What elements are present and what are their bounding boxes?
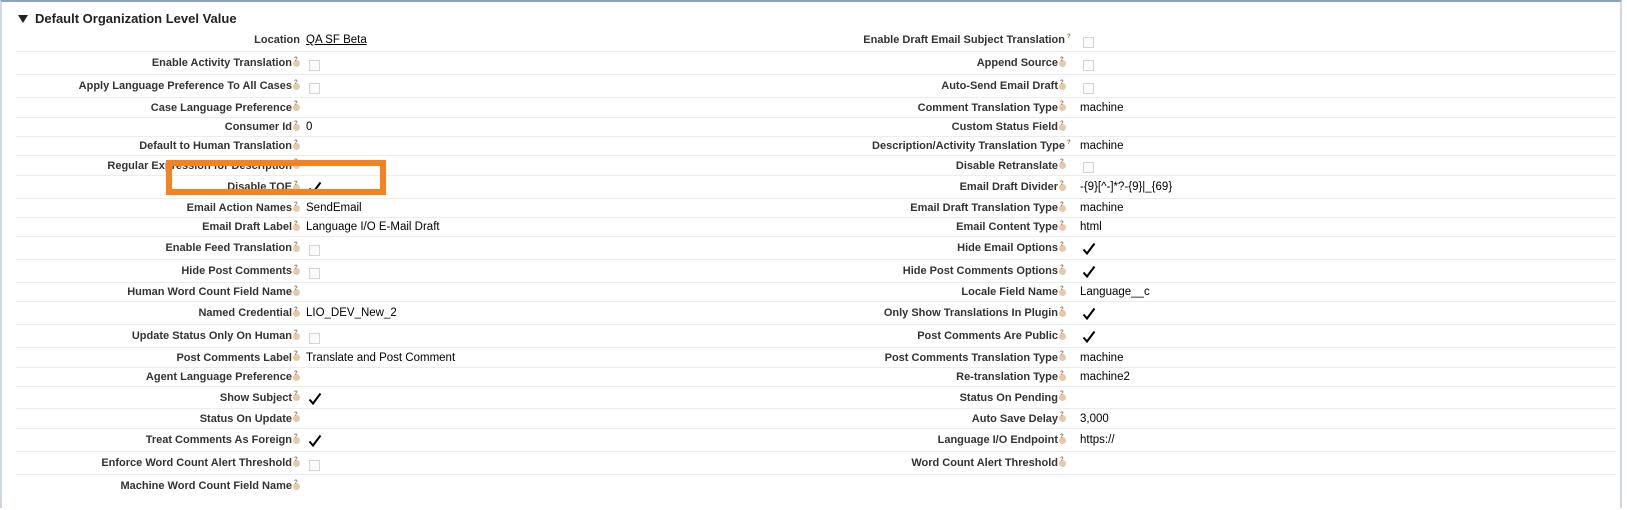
field-value-email-content-type [1080,218,1610,236]
help-icon[interactable] [293,60,300,67]
help-icon[interactable] [293,124,300,131]
field-label-disable-retranslate [876,156,1066,175]
field-label-enable-draft-email-subject-translation [863,29,1066,51]
table-row [16,452,1616,475]
field-label-agent-language-preference [16,368,300,386]
help-icon[interactable] [1059,289,1066,296]
label-text: Agent Language Preference [145,371,292,383]
table-row [16,237,1616,260]
field-label-post-comments-are-public [876,325,1066,347]
label-text: Locale Field Name [961,286,1058,298]
table-row [16,156,1616,176]
field-value-auto-save-delay [1080,409,1610,428]
label-text: Hide Post Comments [181,265,292,277]
checkmark-icon [308,181,322,195]
field-label-auto-send-email-draft [876,75,1066,97]
table-row [16,176,1616,199]
help-icon[interactable] [293,83,300,90]
field-label-enable-feed-translation [16,237,300,259]
checkmark-icon [1082,265,1096,279]
field-value-machine-word-count-field-name [306,475,866,497]
label-text: Email Draft Label [202,221,292,233]
value-text: SendEmail [306,202,362,214]
field-label-email-content-type [876,218,1066,236]
help-icon[interactable] [293,289,300,296]
table-row [16,429,1616,452]
help-icon[interactable] [1059,205,1066,212]
field-value-enable-activity-translation [306,52,866,74]
field-value-auto-send-email-draft [1080,75,1610,97]
label-text: Enforce Word Count Alert Threshold [101,457,292,469]
field-label-post-comments-translation-type [876,348,1066,367]
field-label-auto-save-delay [876,409,1066,428]
label-text: Post Comments Label [176,351,292,364]
label-text: Comment Translation Type [917,101,1058,114]
help-icon[interactable] [1059,104,1066,111]
table-row [16,302,1616,325]
field-value-email-action-names [306,199,866,217]
label-text: Post Comments Are Public [917,330,1058,342]
field-label-location [16,29,300,51]
label-text: Enable Draft Email Subject Translation [863,34,1065,46]
field-value-status-on-update [306,409,866,428]
field-label-status-on-pending [876,387,1066,408]
field-label-status-on-update [16,409,300,428]
field-label-append-source [876,52,1066,74]
label-text: Post Comments Translation Type [884,351,1058,364]
field-label-treat-comments-as-foreign [16,429,300,451]
table-row [16,199,1616,218]
table-row [16,283,1616,302]
help-icon[interactable] [1059,268,1066,275]
field-label-apply-language-preference-to-all-cases [16,75,300,97]
checkmark-icon [308,392,322,406]
field-label-custom-status-field [876,118,1066,136]
help-icon[interactable] [293,143,300,150]
field-label-hide-post-comments-options [876,260,1066,282]
table-row [16,387,1616,409]
table-row [16,409,1616,429]
field-value-enforce-word-count-alert-threshold [306,452,866,474]
help-icon[interactable] [293,104,300,111]
help-icon[interactable] [1059,83,1066,90]
table-row [16,98,1616,118]
field-value-apply-language-preference-to-all-cases [306,75,866,97]
unchecked-checkbox [1083,162,1094,173]
field-label-enable-activity-translation [16,52,300,74]
value-text: 3,000 [1080,412,1109,425]
label-text: Human Word Count Field Name [127,286,292,298]
help-icon[interactable] [293,460,300,467]
help-icon[interactable] [1059,224,1066,231]
label-text: Append Source [976,57,1058,69]
field-value-regular-expression-for-description [306,156,866,175]
label-text: Consumer Id [224,121,292,133]
label-text: Re-translation Type [956,371,1058,383]
label-text: Email Action Names [186,202,292,214]
checkmark-icon [1082,242,1096,256]
value-text: html [1080,221,1102,233]
unchecked-checkbox [309,245,320,256]
help-icon[interactable] [293,184,300,191]
label-text: Case Language Preference [150,101,292,114]
value-text: -{9}[^-]*?-{9}|_{69} [1080,181,1173,193]
field-value-email-draft-label [306,218,866,236]
field-value-disable-retranslate [1080,156,1610,175]
table-row [16,118,1616,137]
help-icon[interactable] [293,245,300,252]
triangle-down-icon[interactable] [18,15,28,23]
help-icon[interactable] [1059,374,1066,381]
help-icon[interactable] [293,354,300,361]
label-text: Email Draft Translation Type [910,202,1058,214]
field-value-custom-status-field [1080,118,1610,136]
label-text: Disable TQE [227,181,292,193]
field-value-show-subject [306,387,866,408]
field-value-named-credential [306,302,866,324]
table-row [16,348,1616,368]
table-row [16,260,1616,283]
field-label-case-language-preference [16,98,300,117]
label-text: Word Count Alert Threshold [911,457,1058,469]
label-text: Show Subject [219,391,292,404]
field-label-email-draft-divider [876,176,1066,198]
field-label-word-count-alert-threshold [876,452,1066,474]
label-text: Language I/O Endpoint [937,434,1058,446]
label-text: Auto Save Delay [971,412,1058,425]
label-text: Custom Status Field [951,121,1058,133]
field-label-comment-translation-type [876,98,1066,117]
label-text: Status On Pending [959,391,1058,404]
help-icon[interactable] [1059,310,1066,317]
help-icon[interactable] [293,162,300,169]
field-value-re-translation-type [1080,368,1610,386]
label-text: Email Content Type [956,221,1058,233]
unchecked-checkbox [1083,83,1094,94]
help-icon[interactable] [293,333,300,340]
label-text: Disable Retranslate [955,159,1058,172]
value-text: machine [1080,140,1124,152]
help-icon[interactable] [1059,415,1066,422]
help-icon[interactable] [293,268,300,275]
field-value-default-to-human-translation [306,137,866,155]
value-text: https:// [1080,434,1115,446]
unchecked-checkbox [309,333,320,344]
label-text: Machine Word Count Field Name [120,480,292,492]
help-icon[interactable] [1059,354,1066,361]
field-label-hide-email-options [876,237,1066,259]
field-value-email-draft-translation-type [1080,199,1610,217]
field-value-locale-field-name [1080,283,1610,301]
field-label-update-status-only-on-human [16,325,300,347]
unchecked-checkbox [1083,37,1094,48]
table-row [16,325,1616,348]
field-value-treat-comments-as-foreign [306,429,866,451]
table-row [16,475,1616,497]
help-icon[interactable] [1059,245,1066,252]
field-label-description-activity-translation-type [872,137,1066,155]
field-value-post-comments-are-public [1080,325,1610,347]
help-icon[interactable] [293,437,300,444]
section-header[interactable] [18,9,237,27]
field-value-human-word-count-field-name [306,283,866,301]
field-label-regular-expression-for-description [16,156,300,175]
field-value-hide-post-comments-options [1080,260,1610,282]
table-row [16,137,1616,156]
checkmark-icon [1082,307,1096,321]
value-text: Language__c [1080,286,1150,298]
field-value-comment-translation-type [1080,98,1610,117]
field-value-only-show-translations-in-plugin [1080,302,1610,324]
label-text: Apply Language Preference To All Cases [78,80,292,92]
label-text: Treat Comments As Foreign [145,434,292,446]
unchecked-checkbox [309,268,320,279]
unchecked-checkbox [1083,60,1094,71]
field-value-post-comments-label [306,348,866,367]
value-text: machine [1080,351,1124,364]
field-value-status-on-pending [1080,387,1610,408]
field-value-hide-email-options [1080,237,1610,259]
value-text: machine2 [1080,371,1130,383]
field-value-enable-feed-translation [306,237,866,259]
field-value-enable-draft-email-subject-translation [1080,29,1610,51]
field-label-disable-tqe [16,176,300,198]
field-label-re-translation-type [876,368,1066,386]
field-value-agent-language-preference [306,368,866,386]
unchecked-checkbox [309,460,320,471]
field-label-post-comments-label [16,348,300,367]
help-icon[interactable] [293,224,300,231]
label-text: Default to Human Translation [139,140,292,152]
label-text: Hide Email Options [957,242,1058,254]
value-text: machine [1080,101,1124,114]
label-text: Regular Expression for Description [107,159,292,172]
value-text: machine [1080,202,1124,214]
field-label-show-subject [16,387,300,408]
help-icon[interactable] [1059,333,1066,340]
field-label-named-credential [16,302,300,324]
field-label-machine-word-count-field-name [16,475,300,497]
unchecked-checkbox [309,60,320,71]
checkmark-icon [308,434,322,448]
help-icon[interactable] [1059,124,1066,131]
help-icon[interactable] [1059,184,1066,191]
field-value-update-status-only-on-human [306,325,866,347]
help-icon[interactable] [293,374,300,381]
checkmark-icon [1082,330,1096,344]
help-icon[interactable] [1059,162,1066,169]
label-text: Enable Feed Translation [165,242,292,254]
field-value-append-source [1080,52,1610,74]
help-icon[interactable] [1059,60,1066,67]
field-value-location [306,29,866,51]
section-title: Default Organization Level Value [35,10,237,26]
field-value-hide-post-comments [306,260,866,282]
label-text: Email Draft Divider [959,181,1058,193]
help-icon[interactable] [293,394,300,401]
field-value-email-draft-divider [1080,176,1610,198]
field-value-post-comments-translation-type [1080,348,1610,367]
field-label-email-action-names [16,199,300,217]
field-value-word-count-alert-threshold [1080,452,1610,474]
field-label-human-word-count-field-name [16,283,300,301]
field-value-disable-tqe [306,176,866,198]
help-icon[interactable] [293,415,300,422]
value-text: 0 [306,121,313,133]
label-text: Status On Update [199,412,292,425]
table-row [16,368,1616,387]
field-value-case-language-preference [306,98,866,117]
field-value-description-activity-translation-type [1080,137,1610,155]
help-icon[interactable] [1059,394,1066,401]
help-icon[interactable] [293,310,300,317]
field-label-email-draft-label [16,218,300,236]
table-row [16,75,1616,98]
value-text: LIO_DEV_New_2 [306,307,397,319]
field-label-default-to-human-translation [16,137,300,155]
field-label-email-draft-translation-type [876,199,1066,217]
unchecked-checkbox [309,83,320,94]
label-text: Update Status Only On Human [131,330,292,342]
table-row [16,218,1616,237]
field-value-consumer-id [306,118,866,136]
table-row [16,52,1616,75]
field-label-language-i-o-endpoint [876,429,1066,451]
help-icon[interactable] [293,205,300,212]
label-text: Hide Post Comments Options [902,265,1058,277]
field-label-enforce-word-count-alert-threshold [16,452,300,474]
label-text: Description/Activity Translation Type [872,140,1065,152]
field-label-locale-field-name [876,283,1066,301]
field-label-consumer-id [16,118,300,136]
label-text: Auto-Send Email Draft [941,80,1058,92]
field-label-only-show-translations-in-plugin [876,302,1066,324]
value-text: Translate and Post Comment [306,351,456,364]
help-icon[interactable] [1059,460,1066,467]
table-row [16,29,1616,52]
help-icon[interactable] [293,483,300,490]
label-text: Named Credential [198,307,292,319]
location-link[interactable]: QA SF Beta [306,34,367,46]
help-icon[interactable] [1059,437,1066,444]
field-value-language-i-o-endpoint [1080,429,1610,451]
label-text: Only Show Translations In Plugin [883,307,1058,319]
settings-table [16,29,1616,497]
field-label-hide-post-comments [16,260,300,282]
label-text: Location [254,34,300,46]
value-text: Language I/O E-Mail Draft [306,221,440,233]
label-text: Enable Activity Translation [151,57,292,69]
